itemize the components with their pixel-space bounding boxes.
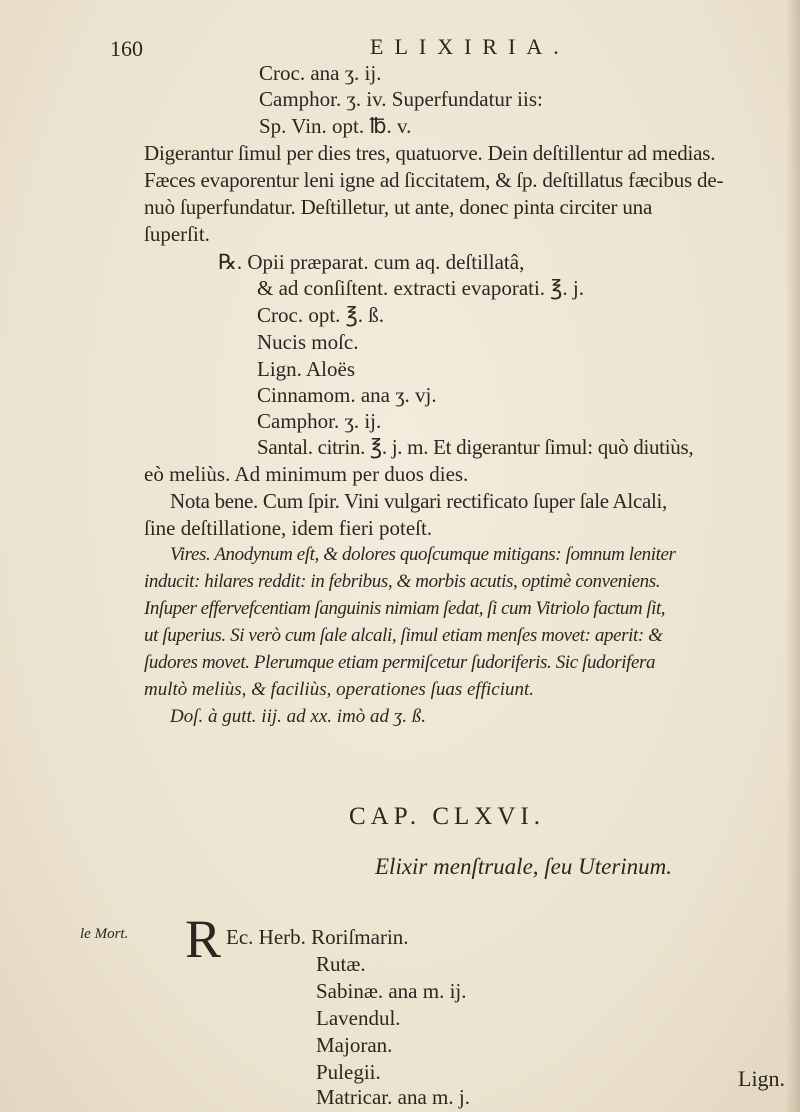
- chapter-heading: CAP. CLXVI.: [349, 803, 545, 830]
- catchword: Lign.: [738, 1066, 786, 1091]
- recipe-item: Rutæ.: [316, 952, 366, 976]
- margin-note: le Mort.: [80, 926, 129, 942]
- vires-line: multò meliùs, & faciliùs, operationes ſuas efficiunt.: [144, 679, 535, 700]
- text-line: Croc. ana ʒ. ij.: [259, 61, 382, 85]
- text-line: Nota bene. Cum ſpir. Vini vulgari rectificato ſuper ſale Alcali,: [170, 489, 668, 513]
- vires-line: inducit: hilares reddit: in febribus, & morbis acutis, optimè conveniens.: [144, 571, 661, 592]
- text-line: Sp. Vin. opt. ℔. v.: [259, 114, 412, 138]
- recipe-item: Matricar. ana m. j.: [316, 1085, 470, 1109]
- text-line: Camphor. ʒ. iv. Superfundatur iis:: [259, 87, 543, 111]
- text-line: Croc. opt. ℥. ß.: [257, 303, 385, 327]
- vires-line: Vires. Anodynum eſt, & dolores quoſcumque mitigans: ſomnum leniter: [170, 544, 676, 565]
- page-number: 160: [110, 36, 143, 61]
- recipe-item: Pulegii.: [316, 1060, 381, 1084]
- text-line: Camphor. ʒ. ij.: [257, 409, 382, 433]
- chapter-subtitle: Elixir menſtruale, ſeu Uterinum.: [375, 854, 673, 879]
- text-line: Fæces evaporentur leni igne ad ſiccitatem, & ſp. deſtillatus fæcibus de-: [144, 168, 724, 192]
- text-line: ſine deſtillatione, idem fieri poteſt.: [144, 516, 433, 540]
- text-line: eò meliùs. Ad minimum per duos dies.: [144, 462, 469, 486]
- text-line: Cinnamom. ana ʒ. vj.: [257, 383, 437, 407]
- text-line: Santal. citrin. ℥. j. m. Et digerantur ſimul: quò diutiùs,: [257, 435, 694, 459]
- recipe-item: Sabinæ. ana m. ij.: [316, 979, 467, 1003]
- page-edge-shadow: [786, 0, 800, 1112]
- running-title: ELIXIRIA.: [370, 34, 570, 59]
- vires-line: Inſuper effervefcentiam ſanguinis nimiam ſedat, ſi cum Vitriolo factum ſit,: [144, 598, 665, 619]
- vires-line: ut ſuperius. Si verò cum ſale alcali, ſimul etiam menſes movet: aperit: &: [144, 625, 663, 646]
- recipe-first-line: Ec. Herb. Roriſmarin.: [226, 925, 409, 949]
- drop-cap: R: [185, 909, 222, 969]
- text-line: Lign. Aloës: [257, 357, 355, 381]
- text-line: Nucis moſc.: [257, 330, 359, 354]
- vires-line: ſudores movet. Plerumque etiam permiſcetur ſudoriferis. Sic ſudorifera: [144, 652, 656, 673]
- text-line: & ad conſiſtent. extracti evaporati. ℥. j.: [257, 276, 585, 300]
- text-line: ſuperſit.: [144, 222, 210, 246]
- text-line: nuò ſuperfundatur. Deſtilletur, ut ante, donec pinta circiter una: [144, 195, 653, 219]
- vires-line: Doſ. à gutt. iij. ad xx. imò ad ʒ. ß.: [170, 706, 426, 727]
- text-line: ℞. Opii præparat. cum aq. deſtillatâ,: [218, 250, 525, 274]
- recipe-item: Lavendul.: [316, 1006, 401, 1030]
- text-line: Digerantur ſimul per dies tres, quatuorve. Dein deſtillentur ad medias.: [144, 141, 716, 165]
- recipe-item: Majoran.: [316, 1033, 393, 1057]
